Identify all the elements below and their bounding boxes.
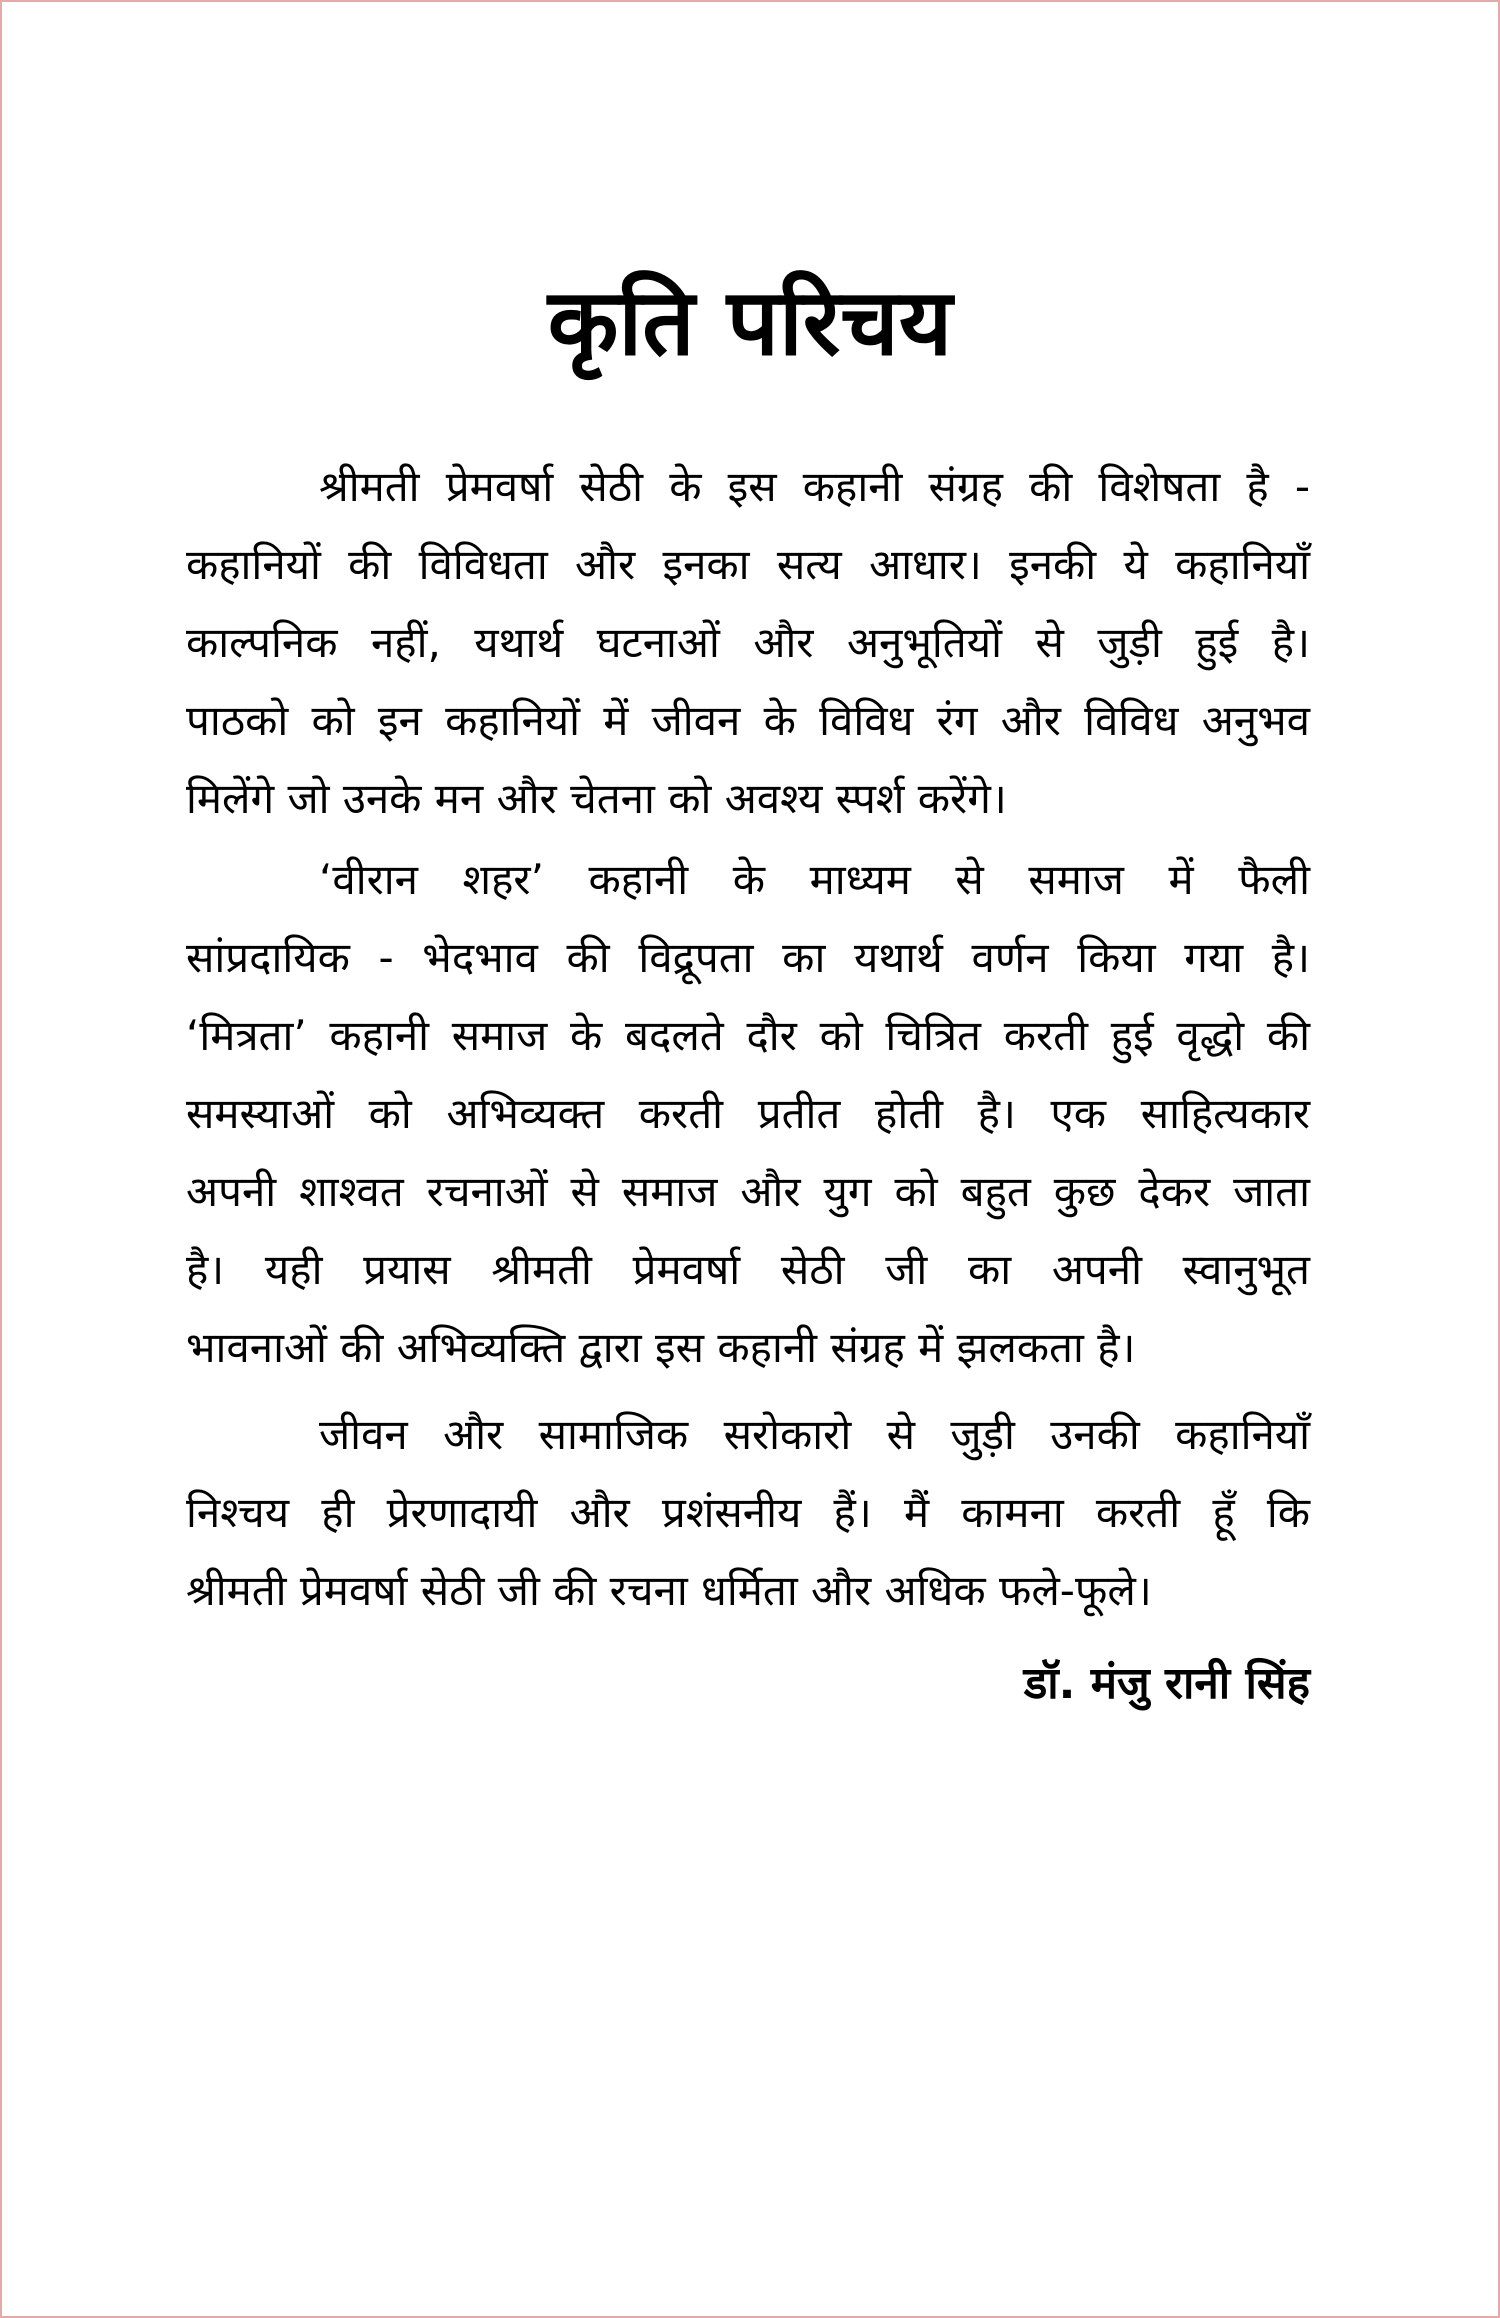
text-line: ‘मित्रता’ कहानी समाज के बदलते दौर को चित्रित करती हुई वृद्धो की xyxy=(186,1011,1310,1060)
text-line: मिलेंगे जो उनके मन और चेतना को अवश्य स्पर्श करेंगे। xyxy=(186,774,1007,823)
paragraph-2 xyxy=(186,841,1310,1387)
text-line: श्रीमती प्रेमवर्षा सेठी के इस कहानी संग्रह की विशेषता है - xyxy=(319,462,1310,511)
text-line: पाठको को इन कहानियों में जीवन के विविध रंग और विविध अनुभव xyxy=(186,696,1310,745)
author-signature: डॉ. मंजु रानी सिंह xyxy=(1023,1658,1310,1709)
text-line: काल्पनिक नहीं, यथार्थ घटनाओं और अनुभूतियों से जुड़ी हुई है। xyxy=(186,618,1310,667)
text-line: अपनी शाश्वत रचनाओं से समाज और युग को बहुत कुछ देकर जाता xyxy=(186,1167,1310,1216)
text-line: समस्याओं को अभिव्यक्त करती प्रतीत होती है। एक साहित्यकार xyxy=(186,1089,1310,1138)
text-line: निश्चय ही प्रेरणादायी और प्रशंसनीय हैं। मैं कामना करती हूँ कि xyxy=(186,1488,1310,1537)
paragraph-1 xyxy=(186,448,1310,838)
text-line: भावनाओं की अभिव्यक्ति द्वारा इस कहानी संग्रह में झलकता है। xyxy=(186,1323,1136,1372)
text-line: है। यही प्रयास श्रीमती प्रेमवर्षा सेठी जी का अपनी स्वानुभूत xyxy=(186,1245,1310,1294)
paragraph-3 xyxy=(186,1396,1310,1630)
text-line: श्रीमती प्रेमवर्षा सेठी जी की रचना धर्मिता और अधिक फले-फूले। xyxy=(186,1566,1152,1615)
page-title: कृति परिचय xyxy=(547,269,953,376)
text-line: जीवन और सामाजिक सरोकारो से जुड़ी उनकी कहानियाँ xyxy=(319,1410,1310,1459)
text-line: सांप्रदायिक - भेदभाव की विद्रूपता का यथार्थ वर्णन किया गया है। xyxy=(186,933,1310,982)
text-line: कहानियों की विविधता और इनका सत्य आधार। इनकी ये कहानियाँ xyxy=(186,540,1310,589)
text-line: ‘वीरान शहर’ कहानी के माध्यम से समाज में फैली xyxy=(319,855,1310,904)
